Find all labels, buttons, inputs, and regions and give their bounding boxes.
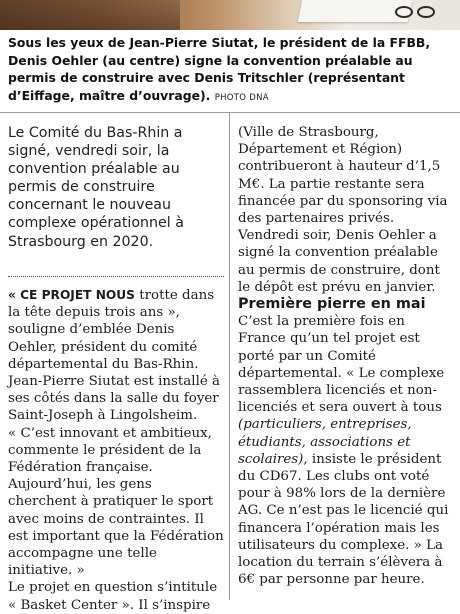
photo-credit: PHOTO DNA xyxy=(214,92,269,103)
photo-shadow-area xyxy=(0,0,180,30)
photo-caption xyxy=(8,34,454,107)
caption-text: Sous les yeux de Jean-Pierre Siutat, le président de la FFBB, Denis Oehler (au centre) signe la convention préalable au permis de construire avec Denis Tritschler (représentant d’Eiffage, maître d’ouvrage). xyxy=(8,35,431,103)
paragraph-6-text-a: C’est la première fois en France qu’un tel projet est porté par un Comité départemental. « Le complexe rassemblera licenciés et non-licenciés et sera ouvert à tous xyxy=(238,314,445,416)
lead-separator xyxy=(8,276,224,277)
article-photo xyxy=(0,0,460,30)
kicker-text: « CE PROJET NOUS xyxy=(8,288,135,302)
lead-paragraph: Le Comité du Bas-Rhin a signé, vendredi soir, la convention préalable au permis de construire concernant le nouveau complexe opérationnel à Strasbourg en 2020. xyxy=(8,125,184,250)
paragraph-6-italic: (particuliers, entreprises, étudiants, associations et scolaires) xyxy=(238,417,412,467)
horizontal-divider xyxy=(0,112,460,113)
paragraph-3: « C’est innovant et ambitieux, commente le président de la Fédération française. Aujourd’hui, les gens cherchent à pratiquer le sport avec moins de contraintes. Il est important que la Fédération accompagne une telle initiative. » xyxy=(8,425,224,579)
paragraph-1 xyxy=(8,287,224,373)
photo-glasses xyxy=(395,6,439,20)
paragraph-6-text-b: , insiste le président du CD67. Les clubs ont voté pour à 98% lors de la dernière AG. Ce n’est pas le licencié qui financera l’opération mais les utilisateurs du complexe. » La location du terrain s’élèvera à 6€ par personne par heure. xyxy=(238,451,449,588)
paragraph-4: Le projet en question s’intitule « Basket Center ». Il s’inspire xyxy=(8,580,218,613)
column-divider xyxy=(229,113,230,600)
section-heading: Première pierre en mai xyxy=(238,296,426,313)
paragraph-6 xyxy=(238,313,456,588)
article-lead xyxy=(8,124,224,251)
paragraph-2: Jean-Pierre Siutat est installé à ses côtés dans la salle du foyer Saint-Joseph à Lingolsheim. xyxy=(8,374,221,424)
paragraph-5: (Ville de Strasbourg, Département et Région) contribueront à hauteur d’1,5 M€. La partie restante sera financée par du sponsoring via des partenaires privés. Vendredi soir, Denis Oehler a signé la convention préalable au permis de construire, dont le dépôt est prévu en janvier. xyxy=(238,125,448,295)
article-column-left xyxy=(8,287,224,614)
paragraph-1-text: trotte dans la tête depuis trois ans », souligne d’emblée Denis Oehler, président du comité départemental du Bas-Rhin. xyxy=(8,288,215,372)
article-column-right xyxy=(238,124,456,588)
